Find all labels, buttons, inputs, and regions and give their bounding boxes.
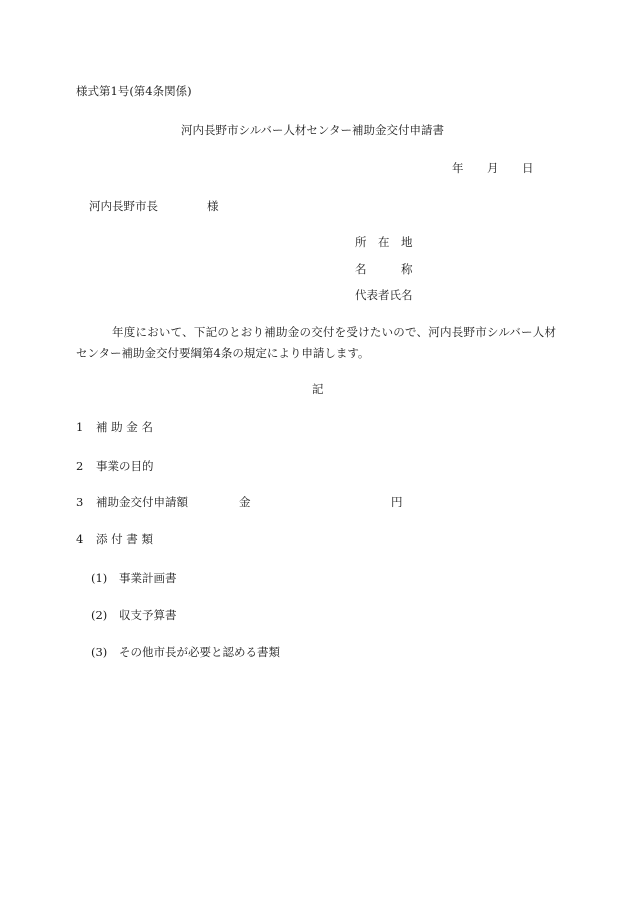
item-number: 4 — [76, 532, 84, 546]
attachment-other-documents: その他市長が必要と認める書類 — [119, 645, 280, 659]
amount-kin-label: 金 — [239, 495, 251, 509]
document-title: 河内長野市シルバー人材センター補助金交付申請書 — [181, 123, 444, 137]
amount-yen-label: 円 — [391, 495, 403, 509]
applicant-representative-label: 代表者氏名 — [355, 288, 413, 302]
applicant-name-label: 名 称 — [355, 262, 413, 276]
item-number: 1 — [76, 420, 84, 434]
addressee-name: 河内長野市長 — [89, 199, 158, 213]
attachment-number: (3) — [91, 645, 108, 659]
form-number: 様式第1号(第4条関係) — [76, 84, 192, 98]
item-label-purpose: 事業の目的 — [96, 459, 154, 473]
item-label-attachments: 添 付 書 類 — [96, 532, 153, 546]
applicant-address-label: 所 在 地 — [355, 235, 413, 249]
item-label-subsidy-name: 補 助 金 名 — [96, 420, 153, 434]
item-label-requested-amount: 補助金交付申請額 — [96, 495, 188, 509]
application-statement: 年度において、下記のとおり補助金の交付を受けたいので、河内長野市シルバー人材センター補助金交付要綱第4条の規定により申請します。 — [76, 325, 556, 360]
date-month-label: 月 — [487, 161, 499, 175]
ki-heading: 記 — [312, 382, 324, 396]
item-number: 2 — [76, 459, 84, 473]
attachment-number: (1) — [91, 571, 108, 585]
attachment-business-plan: 事業計画書 — [119, 571, 177, 585]
date-day-label: 日 — [522, 161, 534, 175]
item-number: 3 — [76, 495, 84, 509]
date-year-label: 年 — [452, 161, 464, 175]
attachment-budget: 収支予算書 — [119, 608, 177, 622]
addressee-honorific: 様 — [207, 199, 219, 213]
attachment-number: (2) — [91, 608, 108, 622]
